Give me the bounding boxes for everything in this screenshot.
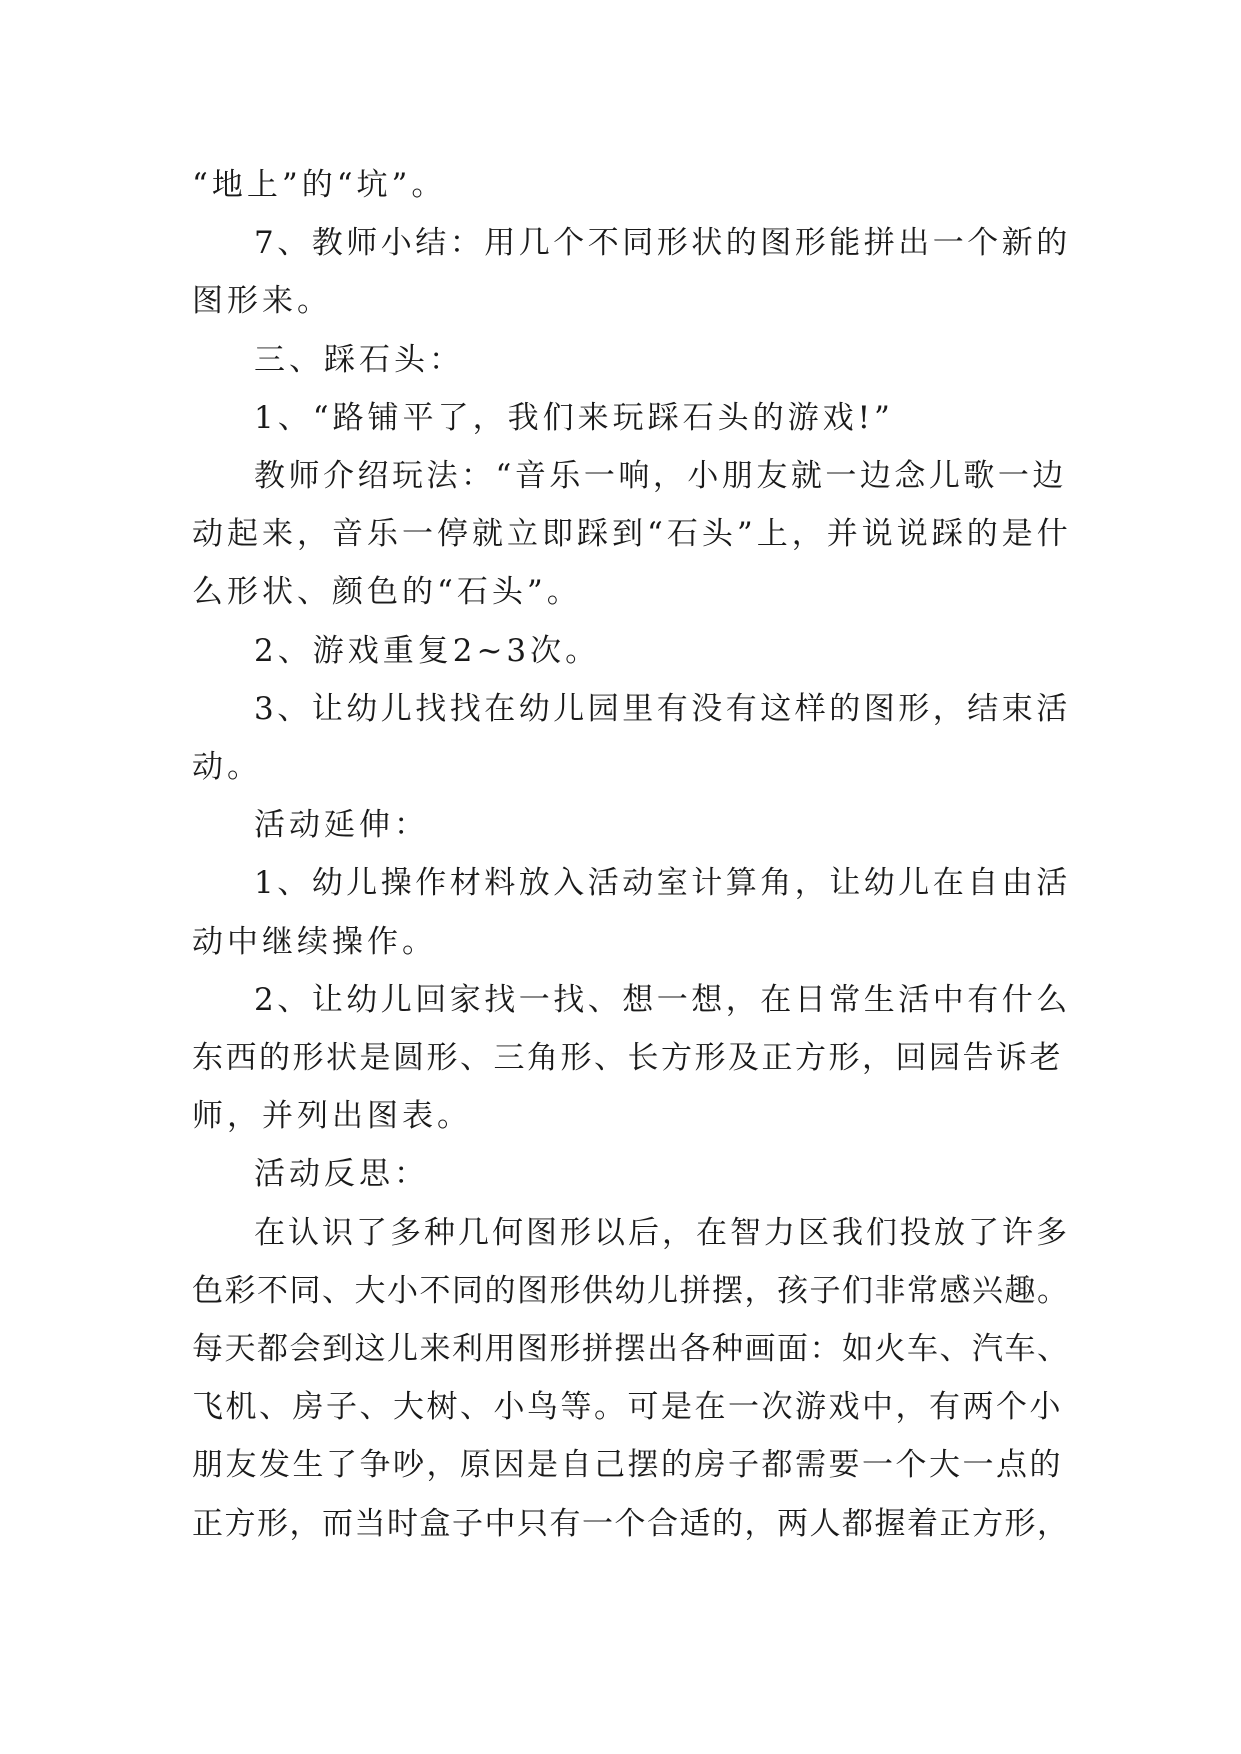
text-line: 在认识了多种几何图形以后，在智力区我们投放了许多 (254, 1214, 1070, 1251)
text-line: 每天都会到这儿来利用图形拼摆出各种画面：如火车、汽车、 (192, 1331, 1070, 1367)
text-line: 2、游戏重复2~3次。 (254, 632, 601, 669)
text-line: 东西的形状是圆形、三角形、长方形及正方形，回园告诉老 (192, 1040, 1063, 1076)
text-line: 动。 (192, 749, 262, 785)
section-heading: 活动反思： (254, 1156, 429, 1193)
section-heading: 活动延伸： (254, 807, 429, 844)
text-line: 师，并列出图表。 (192, 1098, 472, 1135)
text-line: 1、幼儿操作材料放入活动室计算角，让幼儿在自由活 (254, 865, 1071, 902)
text-line: 图形来。 (192, 283, 332, 320)
text-line: 动中继续操作。 (192, 923, 437, 960)
text-line: 正方形，而当时盒子中只有一个合适的，两人都握着正方形， (192, 1505, 1070, 1542)
text-line: 飞机、房子、大树、小鸟等。可是在一次游戏中，有两个小 (192, 1389, 1063, 1426)
text-line: 7、教师小结：用几个不同形状的图形能拼出一个新的 (254, 225, 1071, 262)
text-line: 么形状、颜色的“石头”。 (192, 574, 582, 611)
text-line: “地上”的“坑”。 (192, 167, 447, 203)
text-line: 1、“路铺平了，我们来玩踩石头的游戏!” (254, 399, 894, 436)
text-line: 2、让幼儿回家找一找、想一想，在日常生活中有什么 (254, 981, 1071, 1018)
text-line: 色彩不同、大小不同的图形供幼儿拼摆，孩子们非常感兴趣。 (192, 1272, 1070, 1309)
section-heading: 三、踩石头： (254, 341, 464, 378)
text-line: 动起来，音乐一停就立即踩到“石头”上，并说说踩的是什 (192, 516, 1072, 553)
text-line: 教师介绍玩法：“音乐一响，小朋友就一边念儿歌一边 (254, 458, 1067, 494)
text-line: 3、让幼儿找找在幼儿园里有没有这样的图形，结束活 (254, 690, 1071, 727)
text-line: 朋友发生了争吵，原因是自己摆的房子都需要一个大一点的 (192, 1447, 1063, 1484)
